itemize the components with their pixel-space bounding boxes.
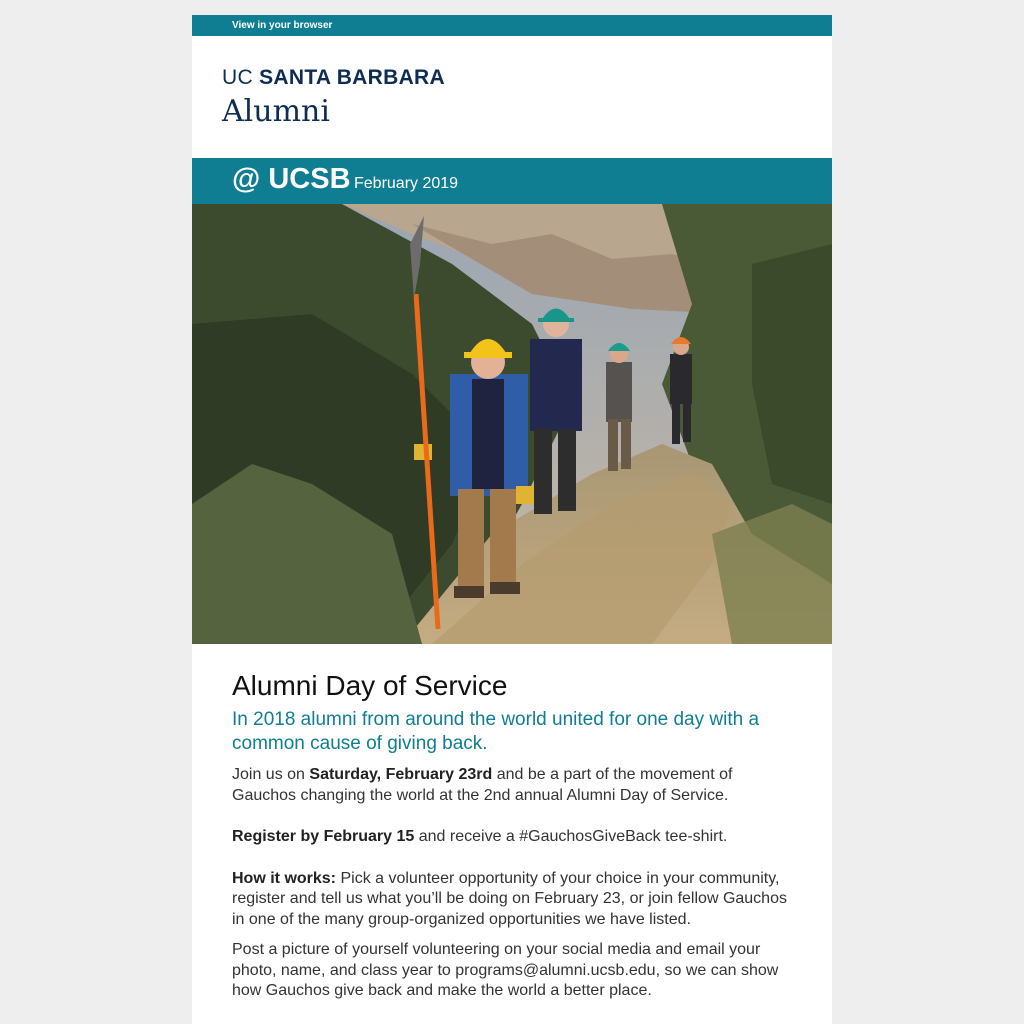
newsletter-banner [192, 158, 832, 204]
ucsb-alumni-logo[interactable] [192, 36, 832, 158]
hero-image[interactable] [192, 204, 832, 644]
view-in-browser-link[interactable]: View in your browser [232, 20, 333, 31]
paragraph-register [232, 827, 792, 848]
p2-text: and receive a #GauchosGiveBack tee-shirt. [414, 828, 728, 845]
top-bar [192, 15, 832, 36]
p3-text: Pick a volunteer opportunity of your choice in your community, register and tell us what you’ll be doing on February 23, or join fellow Gauchos in one of the many group-organized opportunities we have listed. [232, 869, 787, 928]
email-container [192, 15, 832, 1024]
banner-title: @ UCSB [232, 163, 351, 195]
article [192, 644, 832, 1002]
p1-text-post: and be a part of the movement of Gauchos changing the world at the 2nd annual Alumni Day of Service. [232, 766, 733, 804]
article-title: Alumni Day of Service [232, 670, 508, 701]
article-subtitle: In 2018 alumni from around the world united for one day with a common cause of giving back. [232, 709, 760, 754]
paragraph-post-picture: Post a picture of yourself volunteering on your social media and email your photo, name, and class year to programs@alumni.ucsb.edu, so we can show how Gauchos give back and make the world a better place. [232, 941, 779, 999]
paragraph-how-it-works [232, 869, 792, 931]
banner-month: February 2019 [354, 175, 459, 192]
hero-photo [192, 204, 832, 644]
logo-wordmark [222, 66, 445, 90]
logo-uc: UC [222, 66, 253, 89]
p3-how-bold: How it works: [232, 869, 337, 887]
p1-text-pre: Join us on [232, 766, 310, 783]
logo-alumni: Alumni [222, 94, 330, 129]
paragraph-join [232, 765, 792, 806]
p2-register-bold: Register by February 15 [232, 828, 415, 845]
p1-date-bold: Saturday, February 23rd [309, 766, 493, 783]
logo-santa-barbara: SANTA BARBARA [259, 66, 445, 89]
